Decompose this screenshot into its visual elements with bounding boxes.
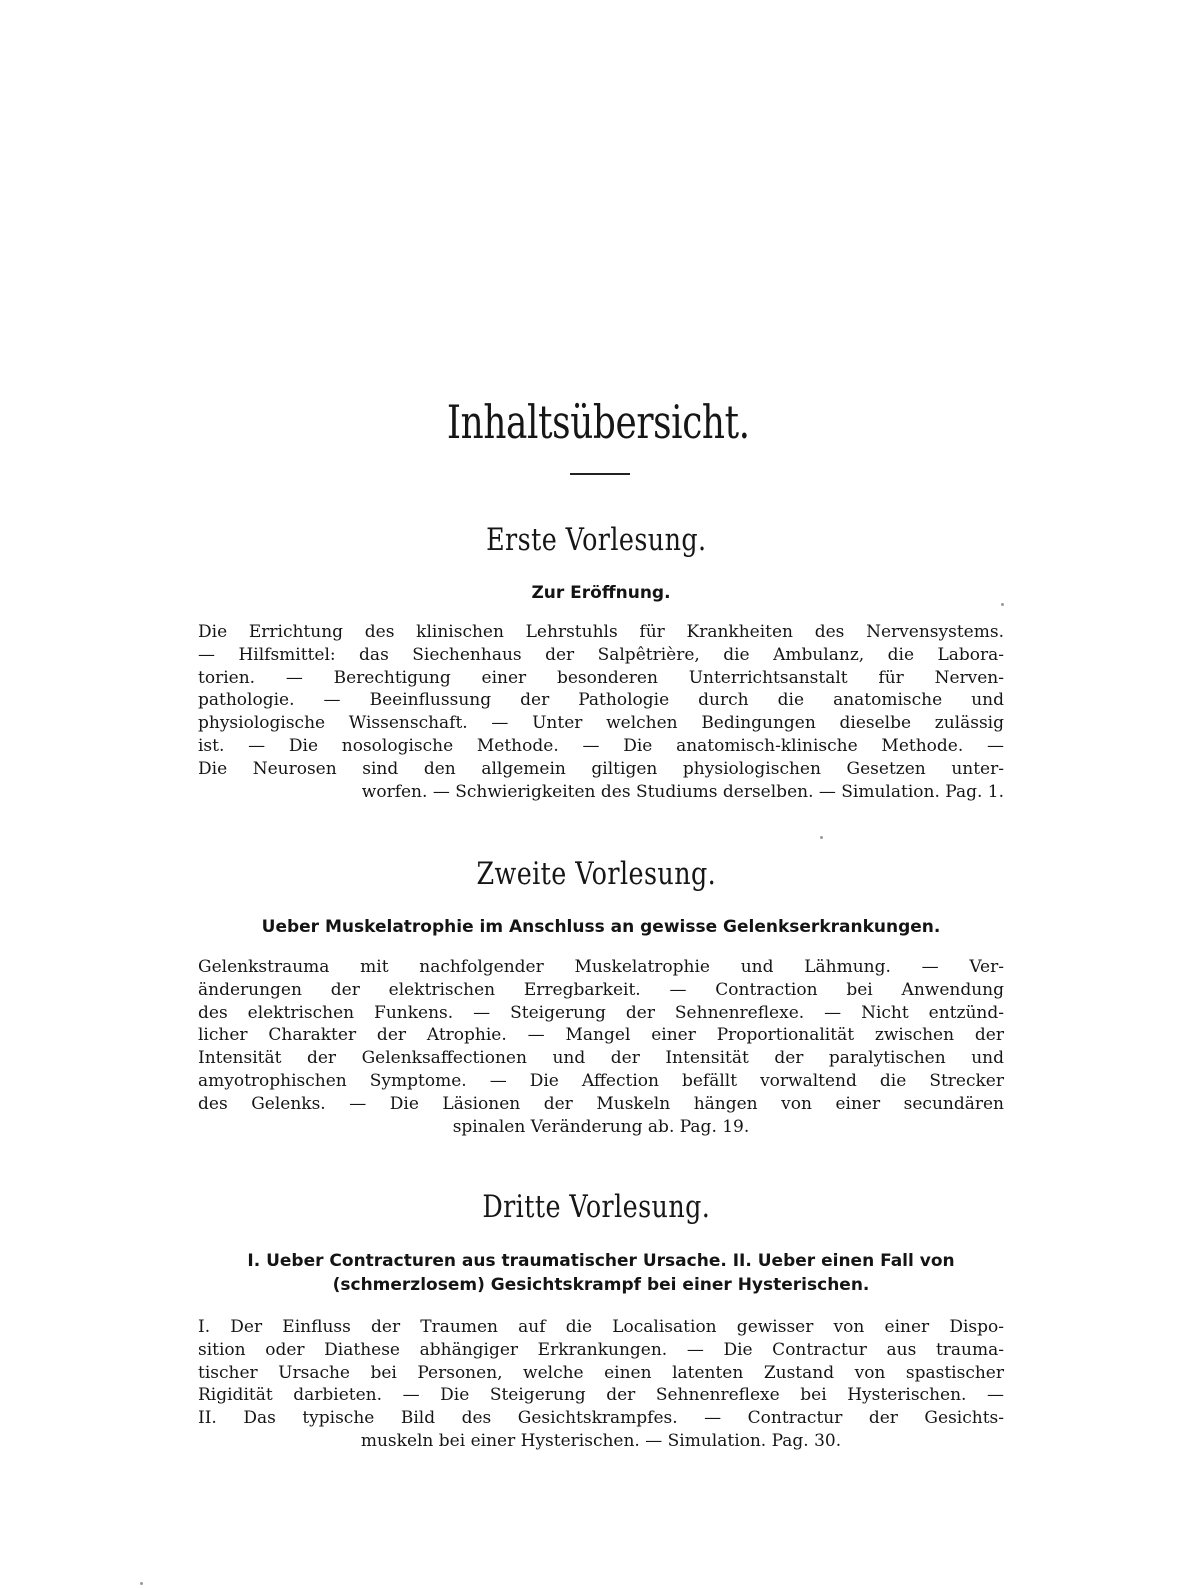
lecture-1-subtitle: Zur Eröffnung. [531, 583, 671, 603]
summary-line: pathologie. — Beeinflussung der Pathologie durch die anatomische und [198, 690, 1004, 711]
summary-line: physiologische Wissenschaft. — Unter welchen Bedingungen dieselbe zulässig [198, 713, 1004, 734]
lecture-3-title: Dritte Vorlesung. [482, 1189, 711, 1225]
lecture-1-summary [198, 621, 1004, 803]
lecture-2-title: Zweite Vorlesung. [476, 856, 717, 892]
summary-line: des Gelenks. — Die Läsionen der Muskeln hängen von einer secundären [198, 1093, 1004, 1114]
summary-line: Gelenkstrauma mit nachfolgender Muskelatrophie und Lähmung. — Ver- [198, 957, 1004, 977]
lecture-1-title: Erste Vorlesung. [486, 522, 707, 558]
title-rule [570, 473, 630, 475]
subtitle-line: (schmerzlosem) Gesichtskrampf bei einer Hysterischen. [332, 1275, 870, 1295]
lecture-2-summary [198, 956, 1004, 1138]
summary-line: II. Das typische Bild des Gesichtskrampfes. — Contractur der Gesichts- [198, 1408, 1004, 1429]
summary-line: änderungen der elektrischen Erregbarkeit. — Contraction bei Anwendung [198, 979, 1004, 1000]
summary-line: Die Errichtung des klinischen Lehrstuhls für Krankheiten des Nervensystems. [198, 622, 1004, 642]
summary-line: I. Der Einfluss der Traumen auf die Localisation gewisser von einer Dispo- [198, 1317, 1004, 1337]
scan-speck [140, 1582, 143, 1585]
summary-line: amyotrophischen Symptome. — Die Affection befällt vorwaltend die Strecker [198, 1070, 1004, 1091]
scan-speck [1001, 603, 1004, 606]
summary-line: Intensität der Gelenksaffectionen und der Intensität der paralytischen und [198, 1048, 1004, 1069]
subtitle-line: I. Ueber Contracturen aus traumatischer Ursache. II. Ueber einen Fall von [247, 1251, 955, 1271]
summary-line: sition oder Diathese abhängiger Erkrankungen. — Die Contractur aus trauma- [198, 1339, 1004, 1360]
summary-line: des elektrischen Funkens. — Steigerung der Sehnenreflexe. — Nicht entzünd- [198, 1002, 1004, 1023]
lecture-3-subtitle [198, 1249, 1004, 1297]
summary-line: worfen. — Schwierigkeiten des Studiums derselben. — Simulation. Pag. 1. [361, 781, 1004, 802]
summary-line: muskeln bei einer Hysterischen. — Simulation. Pag. 30. [360, 1430, 842, 1451]
summary-line: licher Charakter der Atrophie. — Mangel einer Proportionalität zwischen der [198, 1025, 1004, 1046]
summary-line: spinalen Veränderung ab. Pag. 19. [452, 1116, 750, 1137]
summary-line: — Hilfsmittel: das Siechenhaus der Salpêtrière, die Ambulanz, die Labora- [198, 644, 1004, 665]
lecture-3-summary [198, 1316, 1004, 1453]
summary-line: Die Neurosen sind den allgemein giltigen physiologischen Gesetzen unter- [198, 758, 1004, 779]
summary-line: ist. — Die nosologische Methode. — Die anatomisch-klinische Methode. — [198, 735, 1004, 756]
page-title: Inhaltsübersicht. [446, 395, 750, 449]
summary-line: tischer Ursache bei Personen, welche einen latenten Zustand von spastischer [198, 1362, 1004, 1383]
lecture-2-subtitle: Ueber Muskelatrophie im Anschluss an gewisse Gelenkserkrankungen. [261, 917, 941, 937]
scan-speck [820, 836, 823, 839]
summary-line: torien. — Berechtigung einer besonderen Unterrichtsanstalt für Nerven- [198, 667, 1004, 688]
summary-line: Rigidität darbieten. — Die Steigerung der Sehnenreflexe bei Hysterischen. — [198, 1385, 1004, 1406]
